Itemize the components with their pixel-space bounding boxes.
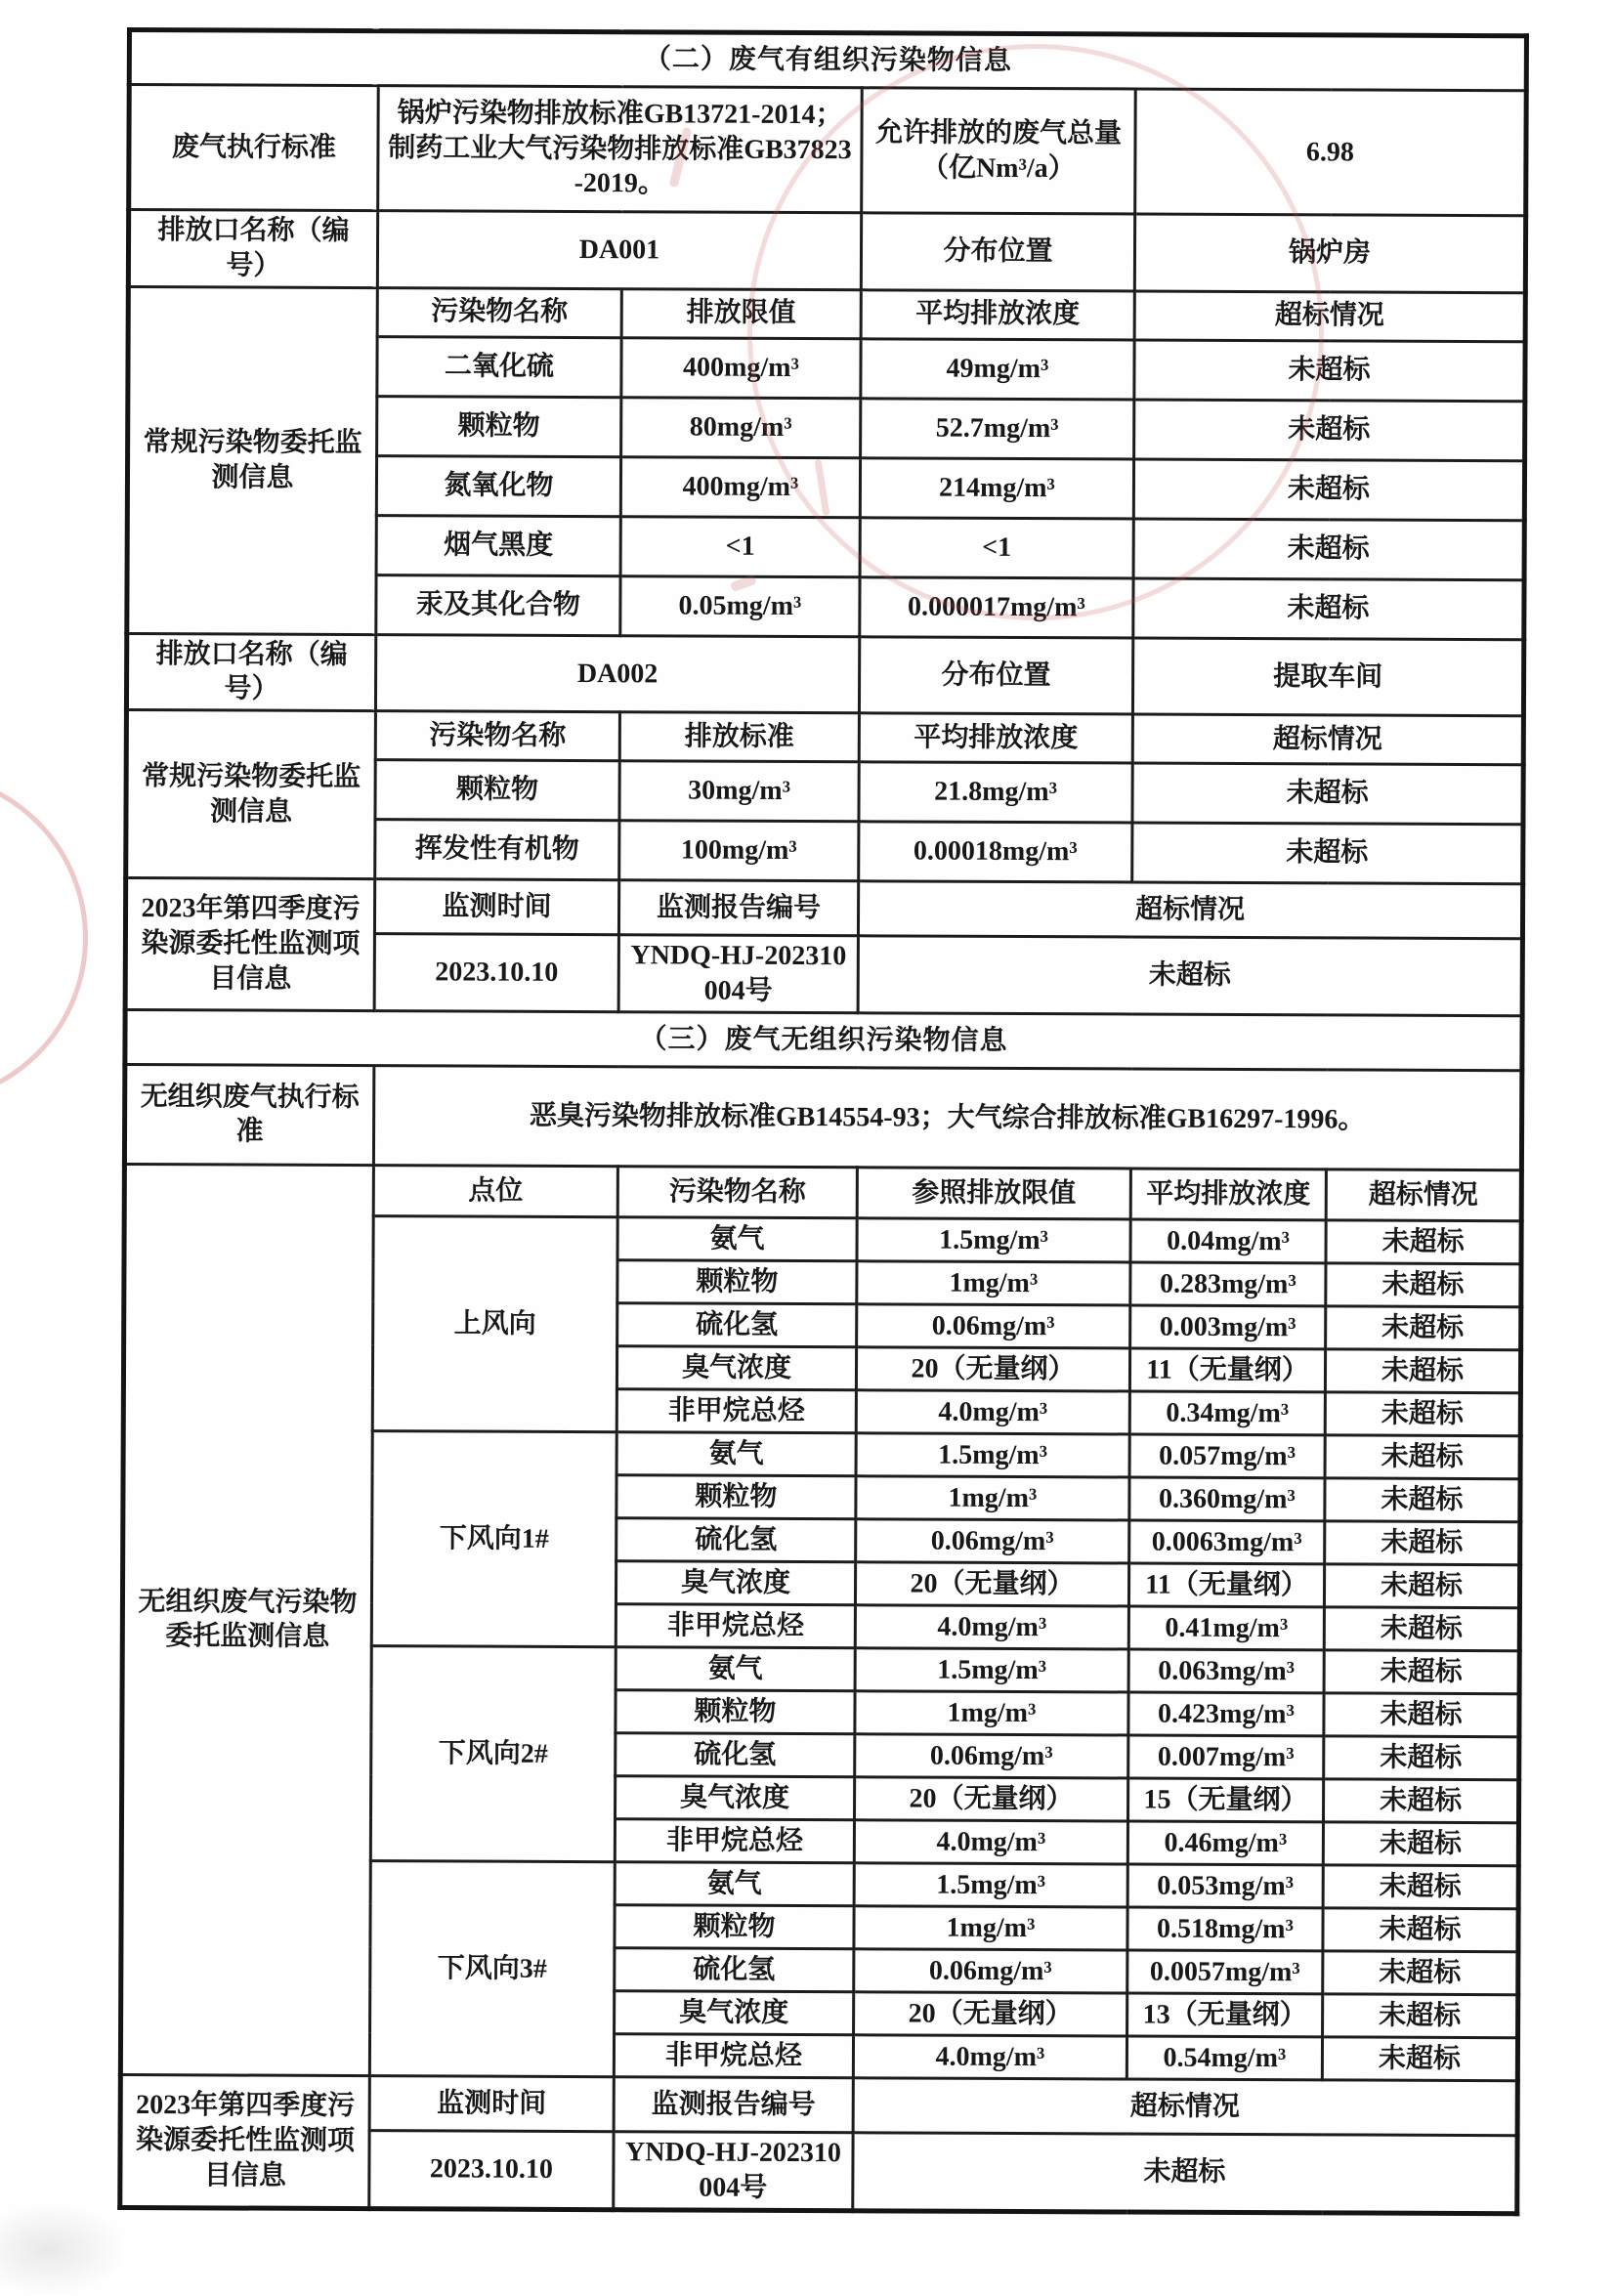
column-header: 点位 (373, 1166, 617, 1217)
report-header: 监测报告编号 (618, 880, 858, 936)
limit-cell: 20（无量纲） (854, 1992, 1127, 2036)
status-cell: 未超标 (1325, 1435, 1520, 1479)
status-cell: 未超标 (1132, 763, 1523, 825)
status-cell: 未超标 (1325, 1392, 1520, 1436)
pollutant-name-cell: 颗粒物 (375, 760, 619, 821)
location-label: 分布位置 (859, 636, 1132, 714)
status-cell: 未超标 (1326, 1306, 1521, 1350)
pollutant-name-cell: 挥发性有机物 (375, 820, 619, 880)
quarterly-header-row (125, 878, 1522, 939)
exec-standard-value: 恶臭污染物排放标准GB14554-93；大气综合排放标准GB16297-1996。 (373, 1066, 1521, 1170)
location-label: 分布位置 (861, 213, 1134, 291)
column-header: 平均排放浓度 (1130, 1169, 1326, 1220)
status-value: 未超标 (853, 2133, 1517, 2214)
point-cell: 下风向3# (369, 1861, 615, 2077)
quarterly-header-row (120, 2074, 1517, 2135)
column-header: 超标情况 (1132, 714, 1523, 765)
limit-cell: 100mg/m³ (619, 821, 859, 881)
status-cell: 未超标 (1323, 1951, 1518, 1995)
avg-cell: 15（无量纲） (1127, 1778, 1323, 1822)
avg-cell: 0.423mg/m³ (1128, 1692, 1324, 1736)
status-cell: 未超标 (1134, 340, 1525, 402)
pollutant-name-cell: 颗粒物 (377, 396, 621, 456)
scanned-report-table (117, 27, 1524, 2216)
allowed-total-value: 6.98 (1135, 89, 1527, 216)
status-cell: 未超标 (1133, 578, 1524, 640)
limit-cell: 30mg/m³ (619, 761, 859, 822)
limit-cell: 0.06mg/m³ (855, 1734, 1128, 1778)
avg-cell: 21.8mg/m³ (859, 762, 1132, 823)
allowed-total-label: 允许排放的废气总量（亿Nm³/a） (862, 88, 1136, 214)
section2-title-row (129, 30, 1526, 91)
point-cell: 上风向 (372, 1216, 617, 1432)
status-cell: 未超标 (1324, 1650, 1519, 1694)
outlet2-location: 提取车间 (1132, 638, 1523, 716)
section3-title-row (125, 1009, 1522, 1070)
pollutant-name-cell: 颗粒物 (615, 1905, 854, 1949)
avg-cell: 0.057mg/m³ (1129, 1434, 1325, 1478)
avg-cell: 0.053mg/m³ (1127, 1864, 1323, 1908)
avg-cell: <1 (860, 517, 1133, 577)
status-header: 超标情况 (853, 2078, 1517, 2136)
limit-cell: 400mg/m³ (621, 337, 861, 398)
avg-cell: 52.7mg/m³ (861, 398, 1134, 458)
section2-title: （二）废气有组织污染物信息 (129, 30, 1526, 91)
pollutant-name-cell: 汞及其化合物 (376, 574, 620, 635)
status-cell: 未超标 (1323, 1822, 1518, 1866)
report-header: 监测报告编号 (614, 2077, 853, 2133)
status-cell: 未超标 (1324, 1564, 1519, 1608)
limit-cell: 80mg/m³ (621, 397, 861, 457)
time-value: 2023.10.10 (374, 934, 618, 1012)
limit-cell: 400mg/m³ (620, 456, 860, 517)
report-no: YNDQ-HJ-202310004号 (614, 2132, 853, 2211)
outlet2-header-row (126, 710, 1523, 765)
pollutant-name-cell: 臭气浓度 (616, 1776, 855, 1820)
outlet-name-label: 排放口名称（编号） (128, 210, 377, 288)
avg-cell: 0.46mg/m³ (1127, 1821, 1323, 1865)
avg-cell: 0.34mg/m³ (1129, 1391, 1325, 1435)
scan-smudge (0, 2203, 127, 2296)
avg-cell: 0.0063mg/m³ (1129, 1520, 1325, 1564)
limit-cell: 0.06mg/m³ (854, 1949, 1127, 1993)
status-cell: 未超标 (1325, 1521, 1520, 1565)
limit-cell: 1.5mg/m³ (857, 1218, 1130, 1262)
pollutant-name-cell: 颗粒物 (616, 1475, 856, 1519)
pollutant-name-cell: 硫化氢 (616, 1518, 856, 1562)
status-cell: 未超标 (1324, 1693, 1519, 1737)
avg-cell: 0.0057mg/m³ (1127, 1950, 1323, 1994)
outlet1-header-row (128, 286, 1525, 341)
column-header: 排放限值 (621, 288, 861, 338)
status-header: 超标情况 (858, 881, 1522, 939)
time-header: 监测时间 (369, 2076, 614, 2132)
avg-cell: 0.360mg/m³ (1129, 1477, 1325, 1521)
status-cell: 未超标 (1325, 1478, 1520, 1522)
limit-cell: 1.5mg/m³ (855, 1648, 1128, 1692)
quarterly-label: 2023年第四季度污染源委托性监测项目信息 (120, 2074, 370, 2208)
limit-cell: 0.05mg/m³ (620, 575, 860, 636)
status-cell: 未超标 (1324, 1736, 1519, 1780)
fugitive-exec-row (124, 1064, 1521, 1169)
pollutant-name-cell: 非甲烷总烃 (616, 1389, 856, 1433)
limit-cell: 4.0mg/m³ (855, 1605, 1128, 1649)
avg-cell: 0.41mg/m³ (1128, 1606, 1324, 1650)
avg-cell: 49mg/m³ (861, 338, 1134, 399)
limit-cell: 0.06mg/m³ (856, 1519, 1129, 1563)
status-cell: 未超标 (1324, 1607, 1519, 1651)
column-header: 污染物名称 (375, 711, 619, 761)
pollutant-name-cell: 二氧化硫 (377, 336, 621, 397)
avg-cell: 0.518mg/m³ (1127, 1907, 1323, 1951)
red-seal-stamp-icon (0, 772, 88, 1104)
avg-cell: 0.000017mg/m³ (860, 576, 1133, 637)
exec-standard-label: 废气执行标准 (129, 85, 379, 211)
status-cell: 未超标 (1133, 459, 1524, 521)
avg-cell: 0.063mg/m³ (1128, 1649, 1324, 1693)
report-no: YNDQ-HJ-202310004号 (618, 935, 858, 1013)
pollutant-name-cell: 氨气 (617, 1217, 857, 1261)
pollutant-name-cell: 臭气浓度 (615, 1991, 854, 2035)
pollutant-name-cell: 烟气黑度 (376, 515, 620, 575)
avg-cell: 0.00018mg/m³ (859, 822, 1132, 882)
pollutant-info-table (117, 27, 1529, 2216)
outlet-name-label: 排放口名称（编号） (126, 633, 375, 711)
monitor-info-label: 常规污染物委托监测信息 (126, 710, 376, 879)
avg-cell: 0.007mg/m³ (1128, 1735, 1324, 1779)
limit-cell: <1 (620, 516, 860, 576)
limit-cell: 1.5mg/m³ (856, 1433, 1129, 1477)
limit-cell: 1mg/m³ (855, 1691, 1128, 1735)
limit-cell: 1mg/m³ (857, 1261, 1130, 1305)
status-cell: 未超标 (1323, 1908, 1518, 1952)
avg-cell: 0.003mg/m³ (1130, 1305, 1326, 1349)
limit-cell: 1.5mg/m³ (854, 1863, 1127, 1907)
status-cell: 未超标 (1326, 1263, 1521, 1307)
status-cell: 未超标 (1325, 1349, 1520, 1393)
pollutant-name-cell: 氨气 (616, 1647, 855, 1691)
section3-title: （三）废气无组织污染物信息 (125, 1009, 1522, 1070)
avg-cell: 11（无量纲） (1129, 1348, 1325, 1392)
pollutant-name-cell: 颗粒物 (616, 1690, 855, 1734)
avg-cell: 214mg/m³ (860, 457, 1133, 518)
limit-cell: 20（无量纲） (856, 1347, 1129, 1391)
column-header: 超标情况 (1326, 1169, 1521, 1221)
pollutant-name-cell: 臭气浓度 (616, 1561, 855, 1605)
limit-cell: 4.0mg/m³ (854, 1820, 1127, 1864)
column-header: 超标情况 (1134, 291, 1525, 342)
point-cell: 下风向1# (371, 1431, 616, 1647)
avg-cell: 0.54mg/m³ (1126, 2036, 1322, 2080)
pollutant-name-cell: 硫化氢 (616, 1733, 855, 1777)
status-cell: 未超标 (1323, 1994, 1518, 2038)
status-value: 未超标 (858, 936, 1522, 1016)
limit-cell: 1mg/m³ (856, 1476, 1129, 1520)
avg-cell: 0.04mg/m³ (1130, 1219, 1326, 1263)
time-header: 监测时间 (374, 879, 618, 935)
pollutant-name-cell: 硫化氢 (617, 1303, 857, 1347)
exec-standard-label: 无组织废气执行标准 (124, 1064, 373, 1165)
avg-cell: 13（无量纲） (1127, 1993, 1323, 2037)
column-header: 参照排放限值 (857, 1168, 1130, 1219)
pollutant-name-cell: 氨气 (615, 1862, 854, 1906)
column-header: 污染物名称 (617, 1167, 857, 1218)
status-cell: 未超标 (1322, 2037, 1517, 2081)
status-cell: 未超标 (1326, 1220, 1521, 1264)
status-cell: 未超标 (1323, 1865, 1518, 1909)
limit-cell: 4.0mg/m³ (856, 1390, 1129, 1434)
limit-cell: 20（无量纲） (855, 1777, 1128, 1821)
column-header: 平均排放浓度 (859, 713, 1132, 763)
pollutant-name-cell: 臭气浓度 (616, 1346, 856, 1390)
pollutant-name-cell: 颗粒物 (617, 1260, 857, 1304)
monitor-info-label: 常规污染物委托监测信息 (127, 286, 378, 634)
fugitive-header-row (124, 1164, 1521, 1220)
pollutant-name-cell: 氮氧化物 (376, 455, 620, 516)
status-cell: 未超标 (1132, 823, 1523, 884)
status-cell: 未超标 (1134, 400, 1525, 461)
limit-cell: 1mg/m³ (854, 1906, 1127, 1950)
pollutant-name-cell: 非甲烷总烃 (616, 1604, 855, 1648)
limit-cell: 0.06mg/m³ (857, 1304, 1130, 1348)
quarterly-label: 2023年第四季度污染源委托性监测项目信息 (125, 878, 375, 1011)
avg-cell: 11（无量纲） (1128, 1563, 1324, 1607)
exec-standard-value: 锅炉污染物排放标准GB13721-2014；制药工业大气污染物排放标准GB37823-2019。 (378, 86, 863, 213)
pollutant-name-cell: 氨气 (616, 1432, 856, 1476)
column-header: 平均排放浓度 (861, 289, 1134, 339)
pollutant-name-cell: 硫化氢 (615, 1948, 854, 1992)
column-header: 污染物名称 (377, 287, 621, 337)
outlet2-row (126, 633, 1523, 716)
avg-cell: 0.283mg/m³ (1130, 1262, 1326, 1306)
exec-standard-row (129, 85, 1527, 216)
limit-cell: 20（无量纲） (855, 1562, 1128, 1606)
status-cell: 未超标 (1323, 1779, 1518, 1823)
outlet1-row (128, 210, 1525, 293)
column-header: 排放标准 (619, 712, 859, 762)
time-value: 2023.10.10 (369, 2131, 614, 2210)
status-cell: 未超标 (1133, 519, 1524, 580)
point-cell: 下风向2# (370, 1646, 616, 1862)
pollutant-name-cell: 非甲烷总烃 (614, 2034, 853, 2078)
pollutant-name-cell: 非甲烷总烃 (615, 1819, 854, 1863)
outlet1-code: DA001 (377, 211, 861, 290)
outlet2-code: DA002 (375, 634, 859, 713)
limit-cell: 4.0mg/m³ (853, 2035, 1126, 2079)
outlet1-location: 锅炉房 (1134, 214, 1525, 292)
monitor-info-label: 无组织废气污染物委托监测信息 (120, 1164, 373, 2075)
